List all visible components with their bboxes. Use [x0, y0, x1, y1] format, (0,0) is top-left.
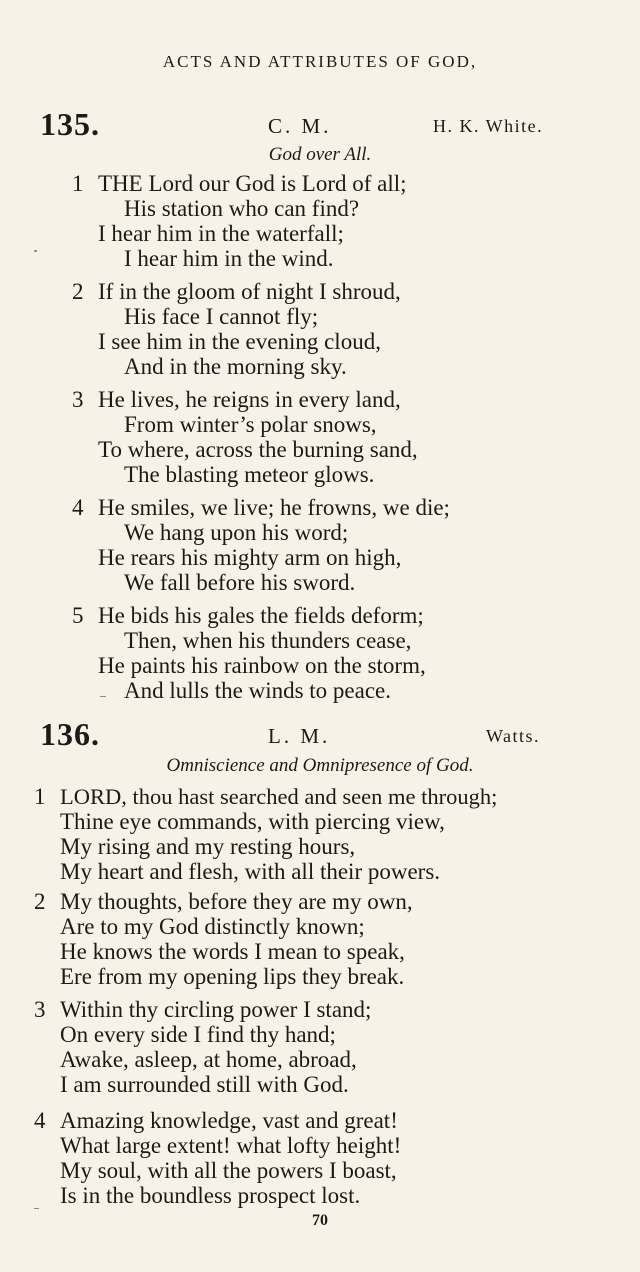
verse-line: We hang upon his word; — [124, 520, 349, 545]
hymn-author: H. K. White. — [433, 116, 544, 136]
stanza-number: 1 — [72, 171, 84, 196]
verse-line: My rising and my resting hours, — [60, 834, 356, 859]
verse-line: Amazing knowledge, vast and great! — [60, 1108, 398, 1133]
stanza-number: 2 — [72, 279, 84, 304]
verse-line: And lulls the winds to peace. — [124, 678, 392, 703]
hymn-136-header — [0, 716, 640, 750]
stanza-number: 2 — [34, 889, 46, 914]
verse-line: His station who can find? — [124, 196, 360, 221]
verse-line: He lives, he reigns in every land, — [98, 387, 401, 412]
hymn-number: 136. — [40, 716, 100, 752]
verse-line: I hear him in the waterfall; — [98, 221, 344, 246]
verse-line: I hear him in the wind. — [124, 246, 334, 271]
print-speck — [34, 1208, 39, 1209]
verse-line: If in the gloom of night I shroud, — [98, 279, 401, 304]
verse-line: Then, when his thunders cease, — [124, 628, 412, 653]
verse-line: Are to my God distinctly known; — [60, 914, 365, 939]
page-number: 70 — [312, 1212, 328, 1229]
hymn-meter: L. M. — [268, 724, 331, 748]
hymn-number: 135. — [40, 106, 100, 142]
verse-line: My soul, with all the powers I boast, — [60, 1158, 397, 1183]
stanza-number: 3 — [34, 997, 46, 1022]
stanza-number: 4 — [72, 495, 84, 520]
verse-line: Within thy circling power I stand; — [60, 997, 372, 1022]
verse-line: And in the morning sky. — [124, 354, 347, 379]
verse-line: His face I cannot fly; — [124, 304, 319, 329]
stanza-number: 1 — [34, 784, 46, 809]
stanza-number: 3 — [72, 387, 84, 412]
verse-line: Thine eye commands, with piercing view, — [60, 809, 445, 834]
verse-line: He knows the words I mean to speak, — [60, 939, 405, 964]
verse-line: What large extent! what lofty height! — [60, 1133, 402, 1158]
verse-line: We fall before his sword. — [124, 570, 356, 595]
verse-line: He rears his mighty arm on high, — [98, 545, 402, 570]
verse-line: He paints his rainbow on the storm, — [98, 653, 426, 678]
verse-line: From winter’s polar snows, — [124, 412, 377, 437]
print-speck — [34, 250, 37, 252]
verse-line: The blasting meteor glows. — [124, 462, 375, 487]
verse-line: He bids his gales the fields deform; — [98, 603, 424, 628]
verse-line: LORD, thou hast searched and seen me through; — [60, 784, 498, 809]
print-speck — [100, 696, 106, 697]
stanza-number: 4 — [34, 1108, 46, 1133]
hymn-136-subtitle: Omniscience and Omnipresence of God. — [166, 755, 474, 776]
verse-line: Ere from my opening lips they break. — [60, 964, 405, 989]
verse-line: Awake, asleep, at home, abroad, — [60, 1047, 357, 1072]
verse-line: To where, across the burning sand, — [98, 437, 418, 462]
stanza-number: 5 — [72, 603, 84, 628]
verse-line: My thoughts, before they are my own, — [60, 889, 413, 914]
verse-line: On every side I find thy hand; — [60, 1022, 336, 1047]
verse-line: My heart and flesh, with all their powers. — [60, 859, 441, 884]
running-head: ACTS AND ATTRIBUTES OF GOD, — [162, 52, 478, 71]
verse-line: I am surrounded still with God. — [60, 1072, 349, 1097]
verse-line: I see him in the evening cloud, — [98, 329, 381, 354]
hymn-author: Watts. — [486, 726, 541, 746]
verse-line: THE Lord our God is Lord of all; — [98, 171, 407, 196]
hymn-135-header — [0, 106, 640, 140]
hymn-meter: C. M. — [268, 114, 332, 138]
hymn-135-subtitle: God over All. — [268, 144, 372, 165]
verse-line: He smiles, we live; he frowns, we die; — [98, 495, 450, 520]
verse-line: Is in the boundless prospect lost. — [60, 1183, 361, 1208]
